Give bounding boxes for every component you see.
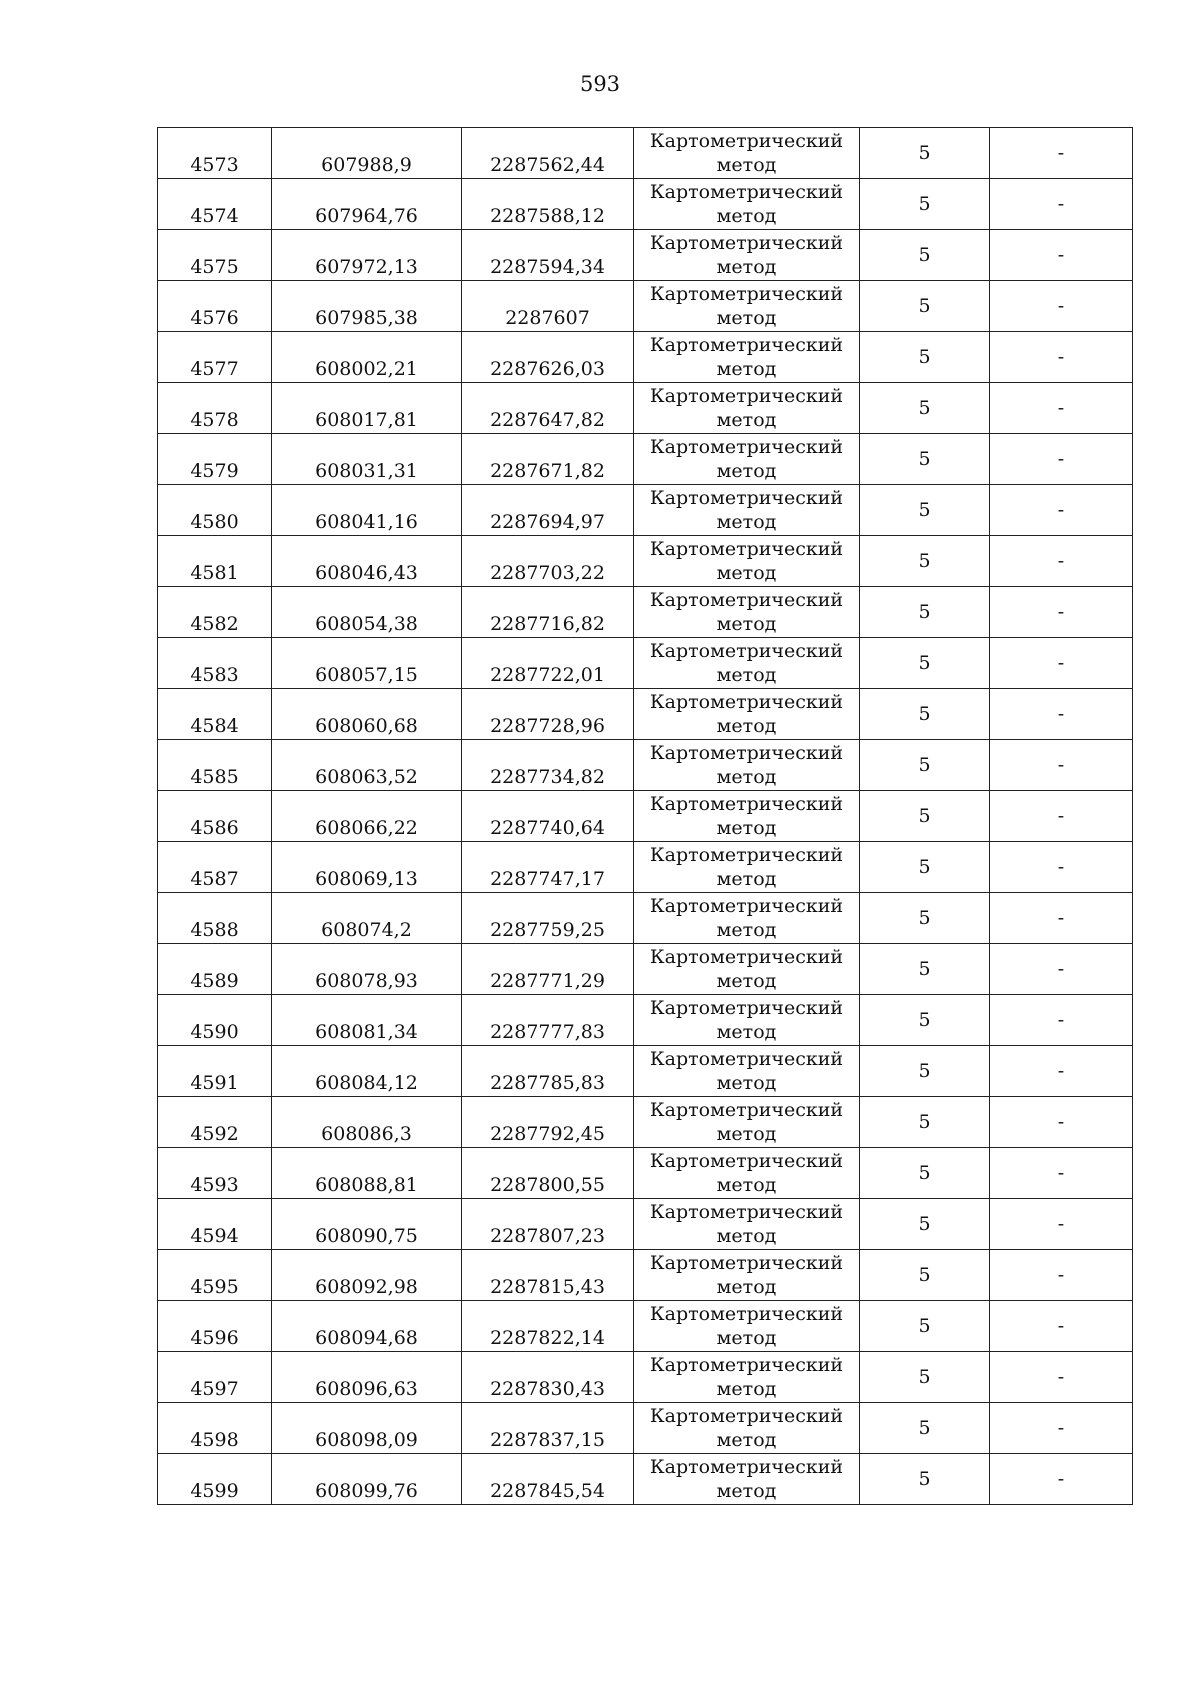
accuracy-cell: 5 [860,740,990,791]
x-coordinate-cell: 607972,13 [272,230,462,281]
x-coordinate-cell: 607964,76 [272,179,462,230]
point-number-cell: 4595 [158,1250,272,1301]
table-row [158,536,1133,587]
accuracy-cell: 5 [860,689,990,740]
y-coordinate-cell: 2287747,17 [462,842,634,893]
note-cell: - [990,587,1133,638]
method-line-1: Картометрический [649,946,844,968]
note-cell: - [990,434,1133,485]
method-cell [634,689,860,740]
method-cell [634,893,860,944]
method-line-1: Картометрический [649,1099,844,1121]
y-coordinate-cell: 2287837,15 [462,1403,634,1454]
x-coordinate-cell: 608092,98 [272,1250,462,1301]
accuracy-cell: 5 [860,1403,990,1454]
x-coordinate-cell: 608096,63 [272,1352,462,1403]
method-cell [634,128,860,179]
accuracy-cell: 5 [860,1148,990,1199]
point-number-cell: 4577 [158,332,272,383]
method-line-1: Картометрический [649,1150,844,1172]
method-line-1: Картометрический [649,589,844,611]
note-cell: - [990,1352,1133,1403]
x-coordinate-cell: 607988,9 [272,128,462,179]
point-number-cell: 4590 [158,995,272,1046]
point-number-cell: 4592 [158,1097,272,1148]
table-row [158,281,1133,332]
method-line-2: метод [716,205,777,227]
method-cell [634,281,860,332]
method-line-1: Картометрический [649,283,844,305]
point-number-cell: 4575 [158,230,272,281]
coordinates-table-body [158,128,1133,1505]
method-cell [634,1403,860,1454]
y-coordinate-cell: 2287785,83 [462,1046,634,1097]
method-line-1: Картометрический [649,1201,844,1223]
note-cell: - [990,1097,1133,1148]
method-cell [634,434,860,485]
method-cell [634,995,860,1046]
point-number-cell: 4596 [158,1301,272,1352]
accuracy-cell: 5 [860,893,990,944]
method-line-1: Картометрический [649,1252,844,1274]
method-cell [634,791,860,842]
method-line-1: Картометрический [649,538,844,560]
y-coordinate-cell: 2287771,29 [462,944,634,995]
y-coordinate-cell: 2287807,23 [462,1199,634,1250]
y-coordinate-cell: 2287607 [462,281,634,332]
method-line-2: метод [716,1021,777,1043]
table-row [158,944,1133,995]
table-row [158,1199,1133,1250]
table-row [158,1454,1133,1505]
point-number-cell: 4585 [158,740,272,791]
method-cell [634,332,860,383]
table-row [158,1046,1133,1097]
accuracy-cell: 5 [860,1250,990,1301]
coordinates-table [157,127,1133,1505]
point-number-cell: 4597 [158,1352,272,1403]
point-number-cell: 4591 [158,1046,272,1097]
accuracy-cell: 5 [860,995,990,1046]
method-line-2: метод [716,817,777,839]
note-cell: - [990,1046,1133,1097]
x-coordinate-cell: 608094,68 [272,1301,462,1352]
method-line-1: Картометрический [649,691,844,713]
accuracy-cell: 5 [860,128,990,179]
accuracy-cell: 5 [860,281,990,332]
accuracy-cell: 5 [860,179,990,230]
note-cell: - [990,179,1133,230]
method-cell [634,944,860,995]
method-line-2: метод [716,715,777,737]
method-line-1: Картометрический [649,1303,844,1325]
x-coordinate-cell: 608063,52 [272,740,462,791]
table-row [158,893,1133,944]
method-cell [634,536,860,587]
y-coordinate-cell: 2287671,82 [462,434,634,485]
table-row [158,128,1133,179]
point-number-cell: 4580 [158,485,272,536]
x-coordinate-cell: 608041,16 [272,485,462,536]
point-number-cell: 4578 [158,383,272,434]
table-row [158,587,1133,638]
y-coordinate-cell: 2287647,82 [462,383,634,434]
point-number-cell: 4576 [158,281,272,332]
method-line-2: метод [716,511,777,533]
method-line-2: метод [716,1378,777,1400]
method-line-2: метод [716,1225,777,1247]
x-coordinate-cell: 608090,75 [272,1199,462,1250]
y-coordinate-cell: 2287792,45 [462,1097,634,1148]
method-cell [634,638,860,689]
table-row [158,485,1133,536]
method-line-2: метод [716,409,777,431]
accuracy-cell: 5 [860,1352,990,1403]
accuracy-cell: 5 [860,587,990,638]
method-line-1: Картометрический [649,1354,844,1376]
y-coordinate-cell: 2287562,44 [462,128,634,179]
x-coordinate-cell: 608002,21 [272,332,462,383]
method-line-2: метод [716,1327,777,1349]
point-number-cell: 4583 [158,638,272,689]
x-coordinate-cell: 608057,15 [272,638,462,689]
method-line-2: метод [716,460,777,482]
accuracy-cell: 5 [860,1199,990,1250]
table-row [158,995,1133,1046]
accuracy-cell: 5 [860,485,990,536]
method-line-2: метод [716,1174,777,1196]
y-coordinate-cell: 2287716,82 [462,587,634,638]
table-row [158,1097,1133,1148]
table-row [158,1250,1133,1301]
y-coordinate-cell: 2287626,03 [462,332,634,383]
note-cell: - [990,638,1133,689]
x-coordinate-cell: 608078,93 [272,944,462,995]
accuracy-cell: 5 [860,944,990,995]
table-row [158,383,1133,434]
accuracy-cell: 5 [860,1301,990,1352]
method-line-2: метод [716,919,777,941]
y-coordinate-cell: 2287822,14 [462,1301,634,1352]
y-coordinate-cell: 2287759,25 [462,893,634,944]
note-cell: - [990,1403,1133,1454]
y-coordinate-cell: 2287734,82 [462,740,634,791]
method-line-1: Картометрический [649,895,844,917]
method-line-2: метод [716,307,777,329]
y-coordinate-cell: 2287728,96 [462,689,634,740]
point-number-cell: 4584 [158,689,272,740]
method-cell [634,1148,860,1199]
note-cell: - [990,1454,1133,1505]
accuracy-cell: 5 [860,1454,990,1505]
note-cell: - [990,1199,1133,1250]
method-cell [634,1097,860,1148]
method-line-1: Картометрический [649,436,844,458]
method-cell [634,740,860,791]
method-line-1: Картометрический [649,334,844,356]
x-coordinate-cell: 608060,68 [272,689,462,740]
table-row [158,1148,1133,1199]
accuracy-cell: 5 [860,230,990,281]
method-line-2: метод [716,613,777,635]
note-cell: - [990,230,1133,281]
accuracy-cell: 5 [860,536,990,587]
y-coordinate-cell: 2287703,22 [462,536,634,587]
method-line-1: Картометрический [649,844,844,866]
table-row [158,434,1133,485]
x-coordinate-cell: 608099,76 [272,1454,462,1505]
point-number-cell: 4582 [158,587,272,638]
point-number-cell: 4594 [158,1199,272,1250]
point-number-cell: 4581 [158,536,272,587]
y-coordinate-cell: 2287694,97 [462,485,634,536]
y-coordinate-cell: 2287594,34 [462,230,634,281]
method-line-2: метод [716,664,777,686]
y-coordinate-cell: 2287830,43 [462,1352,634,1403]
y-coordinate-cell: 2287800,55 [462,1148,634,1199]
note-cell: - [990,485,1133,536]
method-line-1: Картометрический [649,130,844,152]
method-cell [634,1352,860,1403]
x-coordinate-cell: 608046,43 [272,536,462,587]
accuracy-cell: 5 [860,434,990,485]
method-cell [634,179,860,230]
x-coordinate-cell: 608069,13 [272,842,462,893]
x-coordinate-cell: 608066,22 [272,791,462,842]
x-coordinate-cell: 608074,2 [272,893,462,944]
note-cell: - [990,1148,1133,1199]
note-cell: - [990,944,1133,995]
point-number-cell: 4588 [158,893,272,944]
x-coordinate-cell: 608017,81 [272,383,462,434]
method-line-1: Картометрический [649,793,844,815]
y-coordinate-cell: 2287740,64 [462,791,634,842]
method-cell [634,1454,860,1505]
x-coordinate-cell: 608086,3 [272,1097,462,1148]
table-row [158,1301,1133,1352]
point-number-cell: 4589 [158,944,272,995]
method-cell [634,1301,860,1352]
method-line-1: Картометрический [649,1456,844,1478]
x-coordinate-cell: 608088,81 [272,1148,462,1199]
note-cell: - [990,128,1133,179]
point-number-cell: 4598 [158,1403,272,1454]
accuracy-cell: 5 [860,842,990,893]
method-line-1: Картометрический [649,1405,844,1427]
note-cell: - [990,995,1133,1046]
note-cell: - [990,281,1133,332]
method-line-2: метод [716,970,777,992]
table-row [158,179,1133,230]
y-coordinate-cell: 2287777,83 [462,995,634,1046]
x-coordinate-cell: 608031,31 [272,434,462,485]
method-cell [634,1199,860,1250]
table-row [158,1403,1133,1454]
note-cell: - [990,740,1133,791]
method-line-2: метод [716,1480,777,1502]
method-line-1: Картометрический [649,640,844,662]
table-row [158,791,1133,842]
note-cell: - [990,332,1133,383]
method-cell [634,1046,860,1097]
note-cell: - [990,536,1133,587]
y-coordinate-cell: 2287722,01 [462,638,634,689]
point-number-cell: 4586 [158,791,272,842]
accuracy-cell: 5 [860,791,990,842]
accuracy-cell: 5 [860,1046,990,1097]
point-number-cell: 4573 [158,128,272,179]
table-row [158,740,1133,791]
method-line-2: метод [716,358,777,380]
method-line-1: Картометрический [649,385,844,407]
y-coordinate-cell: 2287588,12 [462,179,634,230]
method-line-2: метод [716,868,777,890]
table-row [158,332,1133,383]
method-cell [634,587,860,638]
point-number-cell: 4574 [158,179,272,230]
page-number: 593 [579,72,621,96]
method-cell [634,485,860,536]
method-cell [634,842,860,893]
method-line-2: метод [716,1429,777,1451]
accuracy-cell: 5 [860,332,990,383]
y-coordinate-cell: 2287845,54 [462,1454,634,1505]
method-line-2: метод [716,1276,777,1298]
method-line-1: Картометрический [649,487,844,509]
x-coordinate-cell: 607985,38 [272,281,462,332]
note-cell: - [990,689,1133,740]
note-cell: - [990,1250,1133,1301]
note-cell: - [990,842,1133,893]
method-line-1: Картометрический [649,181,844,203]
method-cell [634,383,860,434]
method-line-1: Картометрический [649,1048,844,1070]
method-line-1: Картометрический [649,997,844,1019]
method-line-1: Картометрический [649,232,844,254]
table-row [158,1352,1133,1403]
method-line-1: Картометрический [649,742,844,764]
point-number-cell: 4599 [158,1454,272,1505]
accuracy-cell: 5 [860,638,990,689]
method-line-2: метод [716,154,777,176]
method-line-2: метод [716,1072,777,1094]
note-cell: - [990,1301,1133,1352]
method-line-2: метод [716,766,777,788]
point-number-cell: 4593 [158,1148,272,1199]
x-coordinate-cell: 608054,38 [272,587,462,638]
table-row [158,689,1133,740]
note-cell: - [990,893,1133,944]
method-line-2: метод [716,256,777,278]
y-coordinate-cell: 2287815,43 [462,1250,634,1301]
x-coordinate-cell: 608084,12 [272,1046,462,1097]
method-cell [634,230,860,281]
point-number-cell: 4587 [158,842,272,893]
method-line-2: метод [716,1123,777,1145]
accuracy-cell: 5 [860,1097,990,1148]
x-coordinate-cell: 608081,34 [272,995,462,1046]
x-coordinate-cell: 608098,09 [272,1403,462,1454]
note-cell: - [990,383,1133,434]
method-line-2: метод [716,562,777,584]
table-row [158,230,1133,281]
point-number-cell: 4579 [158,434,272,485]
table-row [158,842,1133,893]
table-row [158,638,1133,689]
method-cell [634,1250,860,1301]
accuracy-cell: 5 [860,383,990,434]
note-cell: - [990,791,1133,842]
